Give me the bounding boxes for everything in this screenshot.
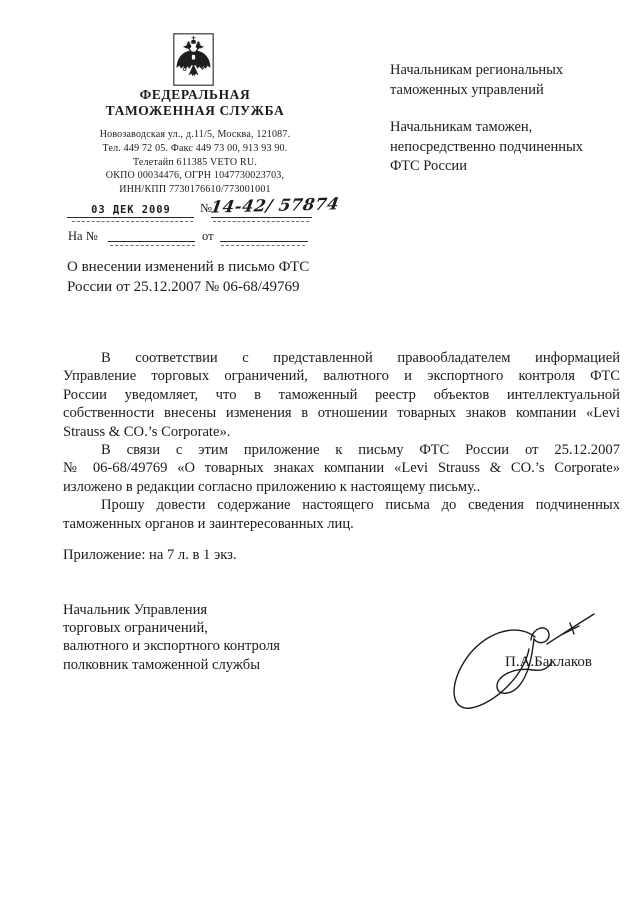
address-line: ИНН/КПП 7730176610/773001001 — [119, 184, 271, 196]
body-line: изложено в редакции согласно приложению к настоящему письму.. — [63, 478, 481, 495]
number-sign: № — [200, 201, 212, 215]
signatory-position-block — [63, 601, 280, 674]
recipient-line: ФТС России — [390, 158, 467, 174]
letterhead-address — [40, 128, 350, 197]
date-stamp: 03 ДЕК 2009 — [90, 203, 171, 216]
subject-block — [67, 257, 377, 297]
signatory-name: П.А.Баклаков — [505, 654, 592, 670]
position-line: валютного и экспортного контроля — [63, 638, 280, 655]
org-name-line1: ФЕДЕРАЛЬНАЯ — [139, 87, 251, 102]
reference-date-blank — [220, 227, 308, 242]
recipient-line: таможенных управлений — [390, 81, 544, 98]
dotted-form-line — [72, 221, 193, 222]
body-line: Управление торговых ограничений, валютного и экспортного контроля ФТС — [63, 368, 620, 385]
russia-coat-of-arms-icon — [173, 33, 214, 85]
letter-body — [63, 349, 620, 533]
org-name-line2: ТАМОЖЕННАЯ СЛУЖБА — [105, 102, 285, 118]
body-line: Strauss & CO.’s Corporate». — [63, 423, 231, 440]
address-line: Тел. 449 72 05. Факс 449 73 00, 913 93 90. — [102, 142, 288, 154]
recipient-group-regional — [390, 61, 630, 100]
position-line: торговых ограничений, — [63, 620, 208, 637]
body-line: В связи с этим приложение к письму ФТС России от 25.12.2007 — [101, 442, 620, 459]
dotted-form-line — [221, 245, 305, 246]
dotted-form-line — [110, 245, 195, 246]
reference-ot-label: от — [202, 229, 214, 243]
outgoing-number-underline — [209, 194, 341, 218]
subject-line: О внесении изменений в письмо ФТС — [67, 259, 310, 275]
body-line: собственности внесены изменения в отношении товарных знаков компании «Levi — [63, 405, 620, 422]
outgoing-number-handwritten: 14-42/ 57874 — [209, 194, 341, 217]
recipient-line: непосредственно подчиненных — [390, 138, 583, 155]
body-line: № 06-68/49769 «О товарных знаках компании «Levi Strauss & CO.’s Corporate» — [63, 460, 620, 477]
recipients-block — [390, 61, 630, 177]
date-underline — [67, 200, 194, 218]
address-line: Телетайп 611385 VETO RU. — [132, 156, 258, 168]
address-line: ОКПО 00034476, ОГРН 1047730023703, — [105, 170, 285, 182]
position-line: Начальник Управления — [63, 602, 208, 618]
body-line: Прошу довести содержание настоящего письма до сведения подчиненных — [101, 497, 620, 514]
recipient-group-customs — [390, 118, 630, 177]
handwritten-signature — [435, 592, 635, 732]
position-line: полковник таможенной службы — [63, 656, 261, 673]
subject-line: России от 25.12.2007 № 06-68/49769 — [67, 279, 300, 295]
reference-na-no-label: На № — [68, 229, 98, 243]
attachment-note: Приложение: на 7 л. в 1 экз. — [63, 547, 237, 563]
reference-number-blank — [108, 227, 195, 242]
body-line: России уведомляет, что в таможенный реестр объектов интеллектуальной — [63, 386, 620, 403]
recipient-line: Начальникам таможен, — [390, 119, 533, 135]
body-line: В соответствии с представленной правообладателем информацией — [101, 350, 620, 366]
dotted-form-line — [213, 221, 309, 222]
recipient-line: Начальникам региональных — [390, 62, 564, 78]
address-line: Новозаводская ул., д.11/5, Москва, 121087. — [99, 129, 291, 140]
body-line: таможенных органов и заинтересованных лиц. — [63, 515, 354, 532]
letterhead-org-name — [40, 87, 350, 118]
